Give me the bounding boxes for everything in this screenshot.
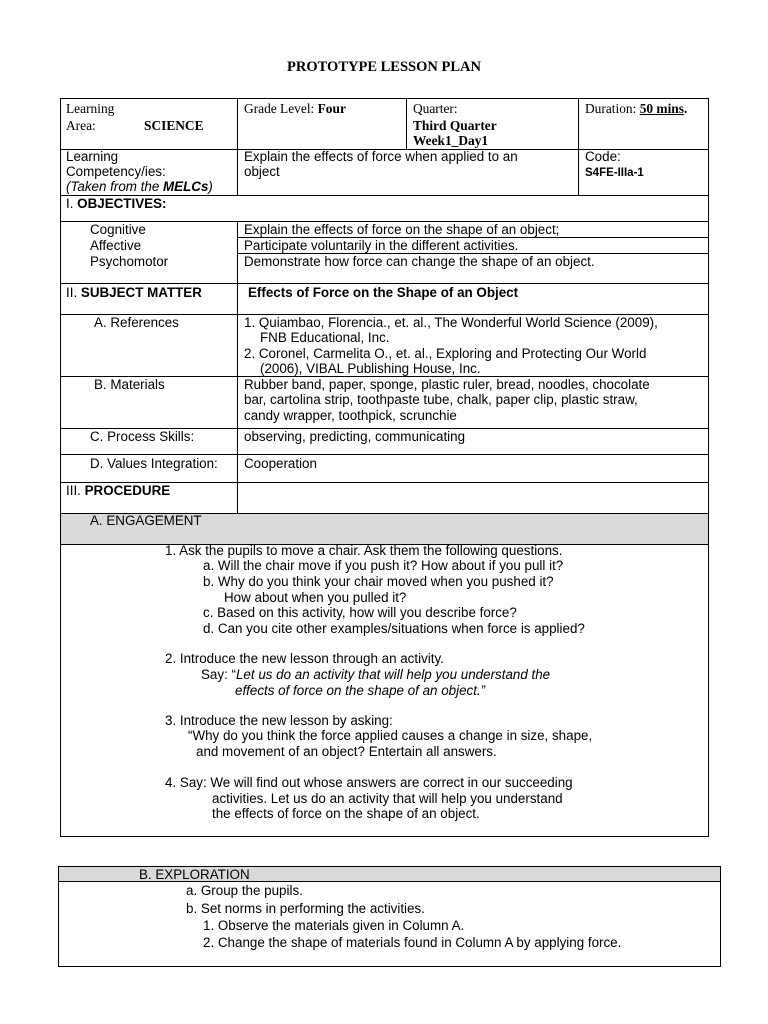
competency-text: Explain the effects of force when applied to an xyxy=(244,149,518,164)
exploration-line: 1. Observe the materials given in Column A. xyxy=(203,918,465,933)
engagement-line: 3. Introduce the new lesson by asking: xyxy=(165,713,393,728)
exploration-heading: B. EXPLORATION xyxy=(139,867,250,882)
subject-matter-topic: Effects of Force on the Shape of an Object xyxy=(248,285,519,300)
duration-value: 50 mins xyxy=(639,101,684,116)
grade-level-label: Grade Level: xyxy=(244,101,315,116)
reference-line: (2006), VIBAL Publishing House, Inc. xyxy=(260,361,481,376)
learning-area-value: SCIENCE xyxy=(144,118,204,133)
reference-line: 1. Quiambao, Florencia., et. al., The Wonderful World Science (2009), xyxy=(244,315,658,330)
engagement-line: and movement of an object? Entertain all answers. xyxy=(196,744,497,759)
objectives-heading: I. OBJECTIVES: xyxy=(66,196,167,211)
materials-line: Rubber band, paper, sponge, plastic ruler, bread, noodles, chocolate xyxy=(244,377,650,392)
values-integration-value: Cooperation xyxy=(244,456,317,471)
code-value: S4FE-IIIa-1 xyxy=(585,167,644,179)
competency-label-3: (Taken from the MELCs) xyxy=(66,179,213,194)
engagement-line: the effects of force on the shape of an object. xyxy=(212,806,480,821)
page-title: PROTOTYPE LESSON PLAN xyxy=(287,59,481,75)
materials-label: B. Materials xyxy=(94,377,165,392)
objective-text-affective: Participate voluntarily in the different activities. xyxy=(244,238,519,253)
engagement-line: How about when you pulled it? xyxy=(224,590,407,605)
code-label: Code: xyxy=(585,149,621,164)
week-value: Week1_Day1 xyxy=(413,133,489,148)
reference-line: 2. Coronel, Carmelita O., et. al., Exploring and Protecting Our World xyxy=(244,346,647,361)
objective-label-affective: Affective xyxy=(90,238,142,253)
objective-text-psychomotor: Demonstrate how force can change the shape of an object. xyxy=(244,254,595,269)
exploration-line: a. Group the pupils. xyxy=(186,883,303,898)
competency-text-2: object xyxy=(244,164,280,179)
learning-area-label-2: Area: xyxy=(66,118,96,133)
procedure-heading: III. PROCEDURE xyxy=(66,483,171,498)
engagement-line: activities. Let us do an activity that will help you understand xyxy=(212,791,563,806)
duration-field: Duration: 50 mins. xyxy=(585,101,688,116)
engagement-line: c. Based on this activity, how will you describe force? xyxy=(203,605,517,620)
competency-label-2: Competency/ies: xyxy=(66,164,166,179)
objective-text-cognitive: Explain the effects of force on the shape of an object; xyxy=(244,222,560,237)
engagement-line: 2. Introduce the new lesson through an activity. xyxy=(165,651,444,666)
engagement-line: a. Will the chair move if you push it? How about if you pull it? xyxy=(203,558,564,573)
duration-label: Duration: xyxy=(585,101,637,116)
engagement-line: effects of force on the shape of an object.” xyxy=(235,683,486,698)
process-skills-value: observing, predicting, communicating xyxy=(244,429,466,444)
grade-level-value: Four xyxy=(317,101,346,116)
engagement-line: 4. Say: We will find out whose answers are correct in our succeeding xyxy=(165,775,573,790)
competency-label: Learning xyxy=(66,149,119,164)
quarter-label: Quarter: xyxy=(413,101,458,116)
references-label: A. References xyxy=(94,315,179,330)
materials-line: candy wrapper, toothpick, scrunchie xyxy=(244,408,457,423)
exploration-line: b. Set norms in performing the activities. xyxy=(186,901,425,916)
materials-line: bar, cartolina strip, toothpaste tube, chalk, paper clip, plastic straw, xyxy=(244,392,638,407)
engagement-heading: A. ENGAGEMENT xyxy=(90,513,202,528)
objective-label-cognitive: Cognitive xyxy=(90,222,146,237)
values-integration-label: D. Values Integration: xyxy=(90,456,218,471)
learning-area-label: Learning xyxy=(66,101,115,116)
quarter-value: Third Quarter xyxy=(413,118,497,133)
process-skills-label: C. Process Skills: xyxy=(90,429,195,444)
engagement-line: 1. Ask the pupils to move a chair. Ask them the following questions. xyxy=(165,543,563,558)
subject-matter-heading: II. SUBJECT MATTER xyxy=(66,285,202,300)
exploration-line: 2. Change the shape of materials found in Column A by applying force. xyxy=(203,935,622,950)
objective-label-psychomotor: Psychomotor xyxy=(90,254,169,269)
engagement-line: d. Can you cite other examples/situations when force is applied? xyxy=(203,621,585,636)
grade-level-field xyxy=(244,101,346,116)
engagement-line: b. Why do you think your chair moved when you pushed it? xyxy=(203,574,554,589)
reference-line: FNB Educational, Inc. xyxy=(260,330,390,345)
engagement-line: Say: “Let us do an activity that will help you understand the xyxy=(201,667,551,682)
engagement-line: “Why do you think the force applied causes a change in size, shape, xyxy=(188,728,593,743)
